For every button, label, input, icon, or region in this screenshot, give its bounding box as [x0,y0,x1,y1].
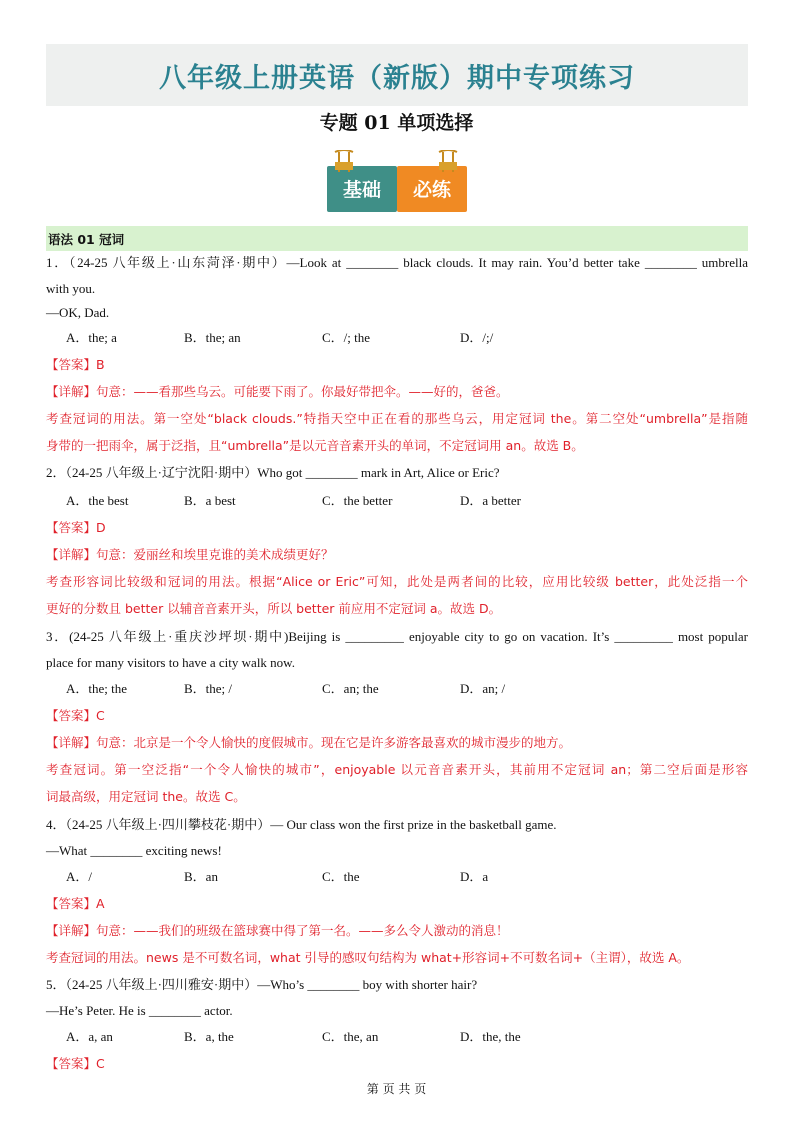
option-d: D．the, the [460,1029,521,1044]
option-c: C．the, an [322,1029,379,1044]
option-c: C．the better [322,493,393,508]
question-3-detail-3: 词最高级，用定冠词 the。故选 C。 [46,789,246,804]
question-2-detail-1: 【详解】句意：爱丽丝和埃里克谁的美术成绩更好？ [46,547,334,562]
question-1-answer: 【答案】B [46,357,105,372]
question-2-detail-3: 更好的分数且 better 以辅音音素开头，所以 better 前应用不定冠词 a。故选 D。 [46,601,502,616]
clip-left-icon [335,150,353,172]
question-5-line-2: —He’s Peter. He is ________ actor. [46,1003,233,1018]
clip-right-icon [439,150,457,172]
option-c: C．the [322,869,360,884]
question-1-options [66,329,746,347]
section-header: 语法 01 冠词 [46,226,748,251]
option-a: A．a, an [66,1029,113,1044]
badge-right-text: 必练 [412,179,452,201]
option-b: B．a, the [184,1029,234,1044]
question-5-line-1: 5．（24-25 八年级上·四川雅安·期中）—Who’s ________ boy with shorter hair? [46,977,478,992]
question-3-line-2: place for many visitors to have a city walk now. [46,655,295,670]
option-c: C．an; the [322,681,379,696]
option-b: B．a best [184,493,236,508]
option-a: A．the best [66,493,129,508]
question-4-options [66,868,746,886]
question-3-detail-2: 考查冠词。第一空泛指“一个令人愉快的城市”，enjoyable 以元音音素开头，其前用不定冠词 an；第二空后面是形容 [46,762,748,777]
question-3-answer: 【答案】C [46,708,105,723]
question-1-line-1: 1．（24-25 八年级上·山东菏泽·期中）—Look at ________ black clouds. It may rain. You’d better take ________ umbrella [46,255,748,270]
question-5-options [66,1028,746,1046]
option-d: D．a better [460,493,522,508]
option-b: B．the; / [184,681,233,696]
option-b: B．an [184,869,218,884]
question-4-line-2: —What ________ exciting news! [46,843,222,858]
question-3-line-1: 3．(24-25 八年级上·重庆沙坪坝·期中)Beijing is _________ enjoyable city to go on vacation. It’s _________ most popular [46,629,748,644]
question-4-detail-2: 考查冠词的用法。news 是不可数名词，what 引导的感叹句结构为 what+形容词+不可数名词+（主谓），故选 A。 [46,950,690,965]
option-a: A．the; the [66,681,128,696]
question-5-answer: 【答案】C [46,1056,105,1071]
question-2-options [66,492,746,510]
question-2-line-1: 2．（24-25 八年级上·辽宁沈阳·期中）Who got ________ mark in Art, Alice or Eric? [46,465,500,480]
option-d: D．an; / [460,681,506,696]
option-d: D．a [460,869,489,884]
page-title: 八年级上册英语（新版）期中专项练习 [159,62,635,94]
question-2-detail-2: 考查形容词比较级和冠词的用法。根据“Alice or Eric”可知，此处是两者间的比较，应用比较级 better，此处泛指一个 [46,574,748,589]
question-3-detail-1: 【详解】句意：北京是一个令人愉快的度假城市。现在它是许多游客最喜欢的城市漫步的地方。 [46,735,572,750]
page-footer: 第 页 共 页 [366,1082,427,1096]
question-4-line-1: 4．（24-25 八年级上·四川攀枝花·期中）— Our class won the first prize in the basketball game. [46,817,557,832]
option-c: C．/; the [322,330,371,345]
question-2-answer: 【答案】D [46,520,106,535]
badge-left-text: 基础 [342,179,382,201]
question-4-detail-1: 【详解】句意：——我们的班级在篮球赛中得了第一名。——多么令人激动的消息！ [46,923,509,938]
question-1-detail-2: 考查冠词的用法。第一空处“black clouds.”特指天空中正在看的那些乌云，用定冠词 the。第二空处“umbrella”是指随 [46,411,748,426]
page-title-banner [46,44,748,106]
question-1-detail-3: 身带的一把雨伞，属于泛指，且“umbrella”是以元音音素开头的单词，不定冠词用 an。故选 B。 [46,438,584,453]
option-b: B．the; an [184,330,241,345]
page-subtitle: 专题 01 单项选择 [319,112,474,134]
question-1-line-3: —OK, Dad. [46,305,110,320]
question-4-answer: 【答案】A [46,896,105,911]
option-a: A．the; a [66,330,117,345]
question-3-options [66,680,746,698]
option-d: D．/;/ [460,330,494,345]
basic-practice-badge [325,150,469,214]
question-1-line-2: with you. [46,281,96,296]
option-a: A．/ [66,869,93,884]
question-1-detail-1: 【详解】句意：——看那些乌云。可能要下雨了。你最好带把伞。——好的，爸爸。 [46,384,509,399]
